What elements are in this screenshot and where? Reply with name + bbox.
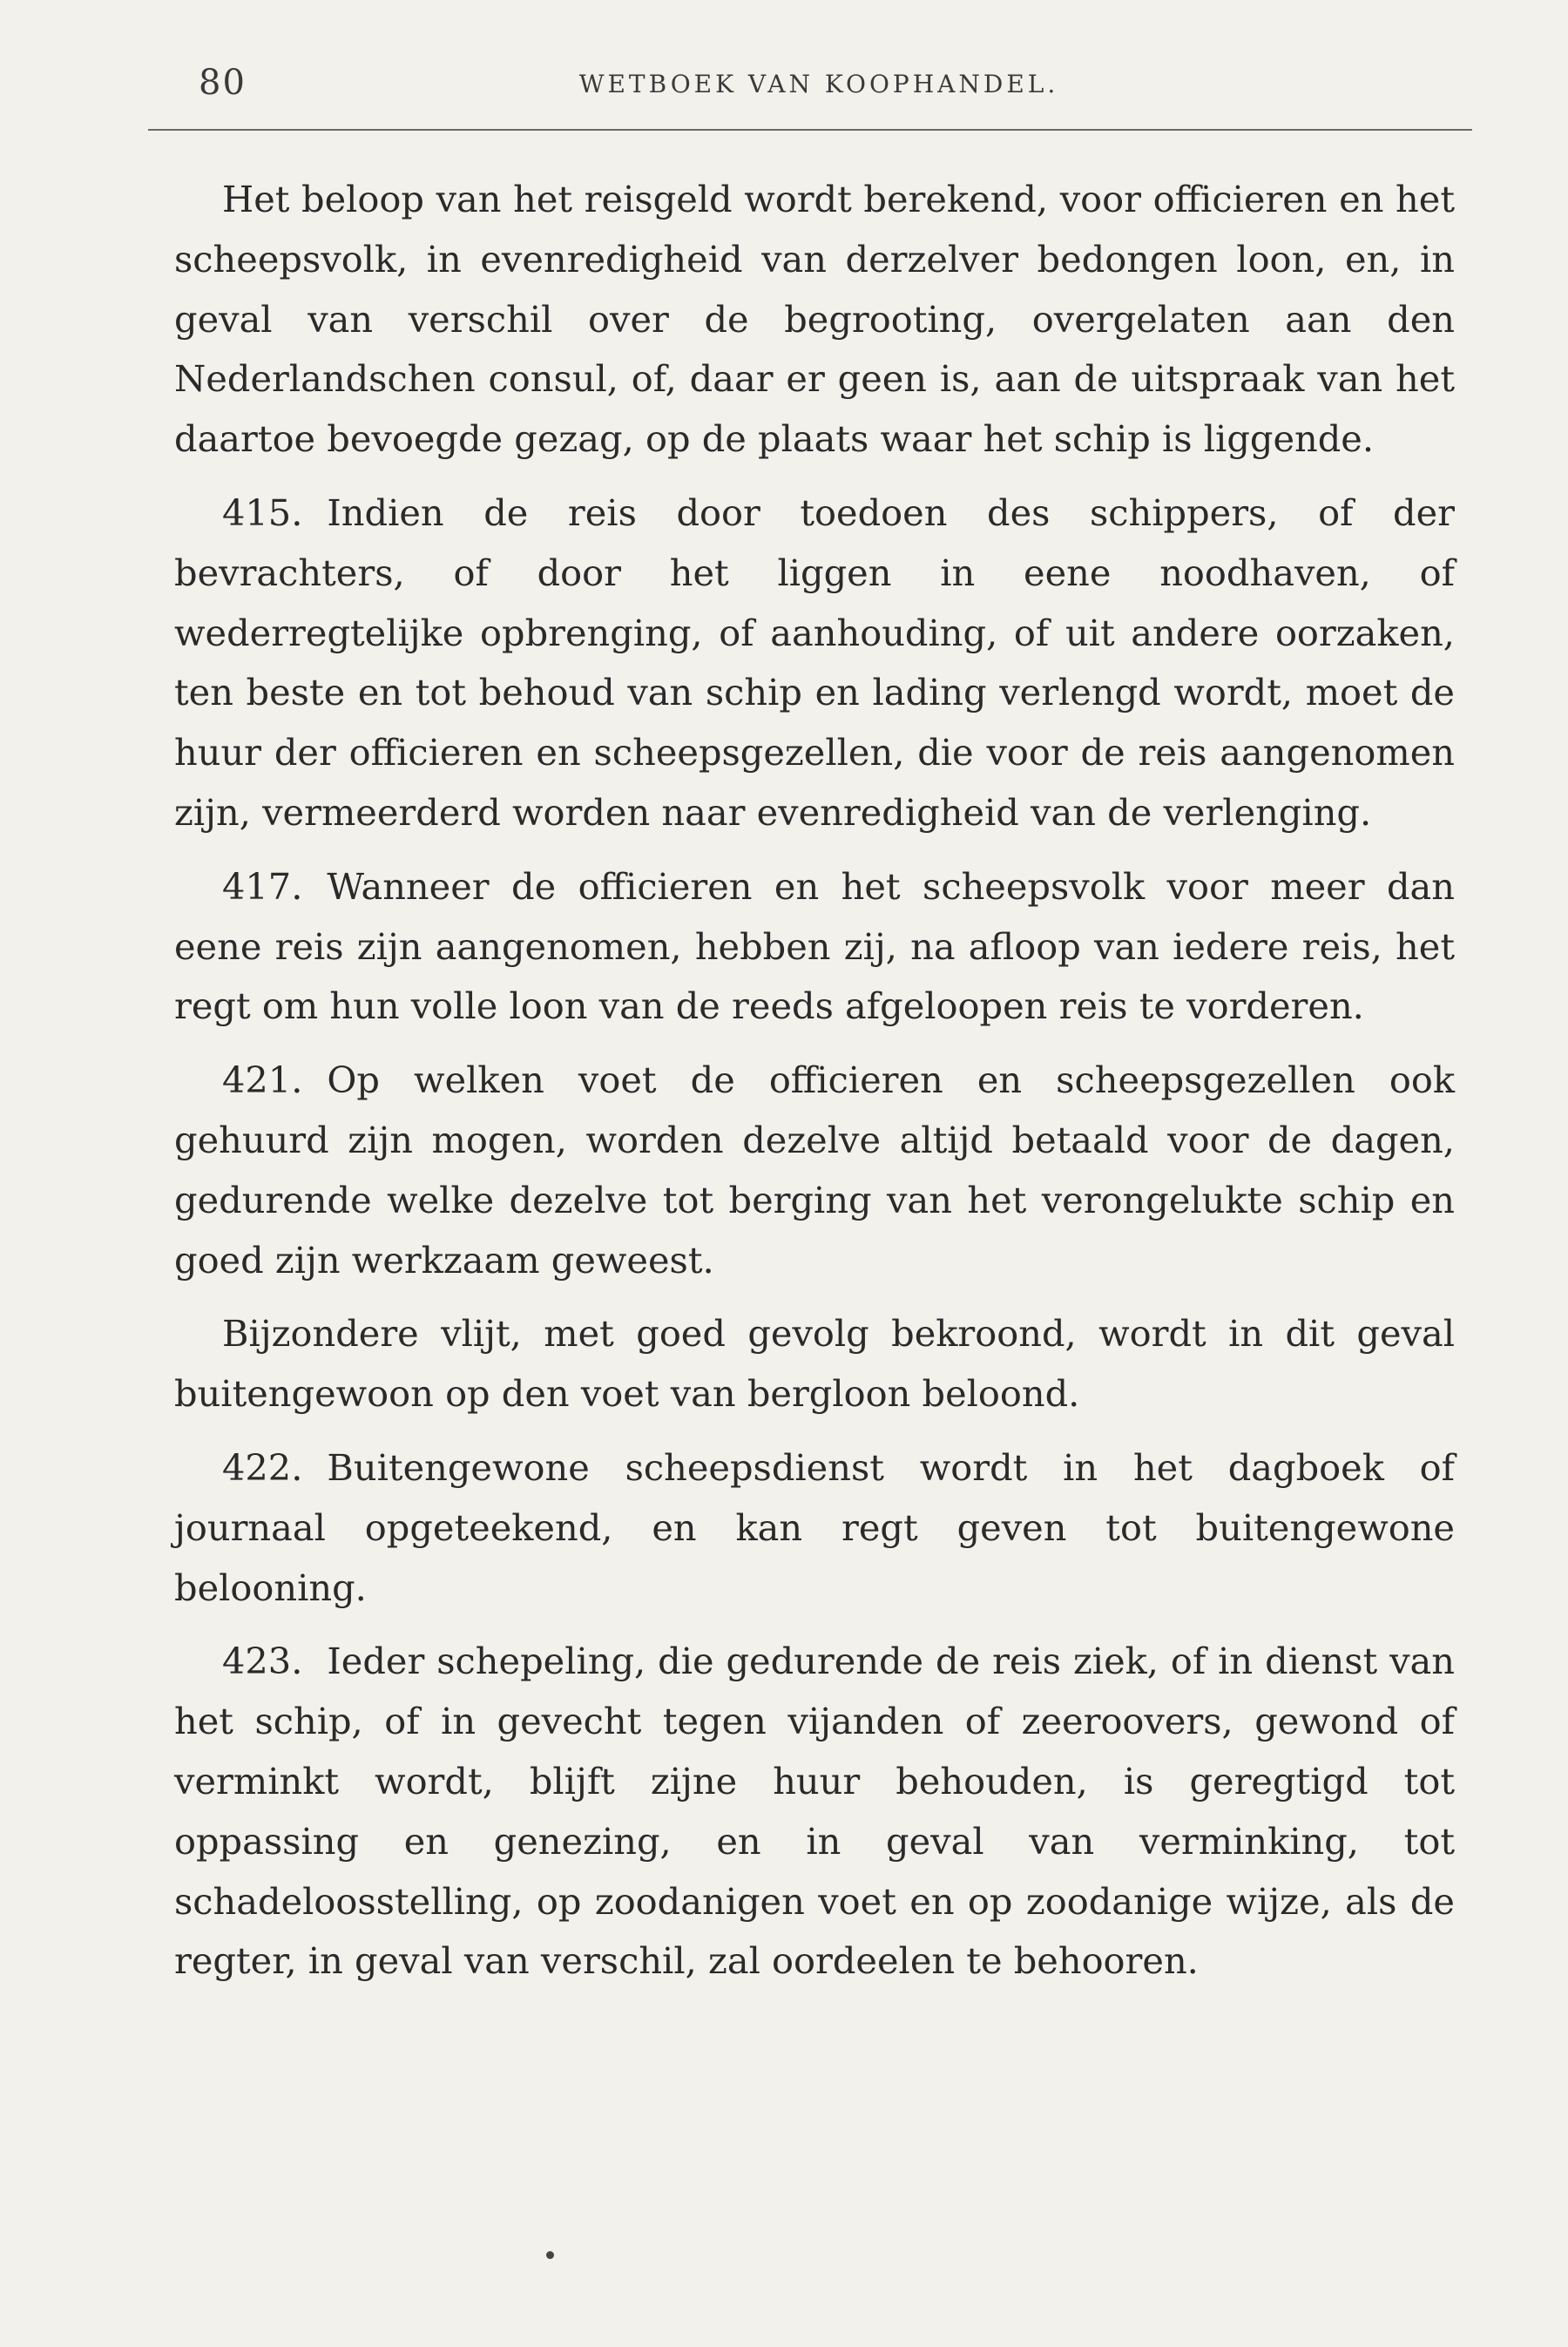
article-paragraph [174, 484, 1455, 843]
article-paragraph [174, 1632, 1455, 1992]
page-header [174, 61, 1463, 113]
body-text [174, 170, 1455, 2005]
article-paragraph [174, 1051, 1455, 1290]
paragraph-text: Wanneer de officieren en het scheepsvolk voor meer dan eene reis zijn aangenomen, hebben zij, na afloop van iedere reis, het regt om hun volle loon van de reeds afgeloopen reis te vorderen. [174, 864, 1455, 1028]
article-number: 417. [222, 864, 303, 908]
paragraph-text: Het beloop van het reisgeld wordt berekend, voor officieren en het scheepsvolk, in evenredigheid van derzelver bedongen loon, en, in geval van verschil over de begrooting, overgelaten aan den Nederlandschen consul, of, daar er geen is, aan de uitspraak van het daartoe bevoegde gezag, op de plaats waar het schip is liggende. [174, 178, 1455, 461]
paragraph-text: Ieder schepeling, die gedurende de reis ziek, of in dienst van het schip, of in gevecht tegen vijanden of zeeroovers, gewond of verminkt wordt, blijft zijne huur behouden, is geregtigd tot oppassing en genezing, en in geval van verminking, tot schadeloosstelling, op zoodanigen voet en op zoodanige wijze, als de regter, in geval van verschil, zal oordeelen te behooren. [174, 1640, 1455, 1983]
article-paragraph [174, 1438, 1455, 1618]
paragraph-text: Op welken voet de officieren en scheepsgezellen ook gehuurd zijn mogen, worden dezelve altijd betaald voor de dagen, gedurende welke dezelve tot berging van het verongelukte schip en goed zijn werkzaam geweest. [174, 1059, 1455, 1282]
paragraph [174, 170, 1455, 470]
ink-speck [546, 2251, 554, 2259]
paragraph-text: Indien de reis door toedoen des schippers, of der bevrachters, of door het liggen in eene noodhaven, of wederregtelijke opbrenging, of aanhouding, of uit andere oorzaken, ten beste en tot behoud van schip en lading verlengd wordt, moet de huur der officieren en scheepsgezellen, die voor de reis aangenomen zijn, vermeerderd worden naar evenredigheid van de verlenging. [174, 490, 1455, 834]
article-number: 421. [222, 1059, 303, 1102]
article-paragraph [174, 857, 1455, 1037]
page-number: 80 [199, 63, 247, 103]
paragraph-text: Buitengewone scheepsdienst wordt in het dagboek of journaal opgeteekend, en kan regt geven tot buitengewone belooning. [174, 1445, 1455, 1609]
header-rule [148, 129, 1472, 131]
article-number: 423. [222, 1640, 303, 1683]
paragraph [174, 1304, 1455, 1424]
article-number: 422. [222, 1445, 303, 1489]
paragraph-text: Bijzondere vlijt, met goed gevolg bekroond, wordt in dit geval buitengewoon op den voet van bergloon beloond. [174, 1312, 1455, 1416]
article-number: 415. [222, 490, 303, 534]
running-title: WETBOEK VAN KOOPHANDEL. [578, 70, 1059, 98]
